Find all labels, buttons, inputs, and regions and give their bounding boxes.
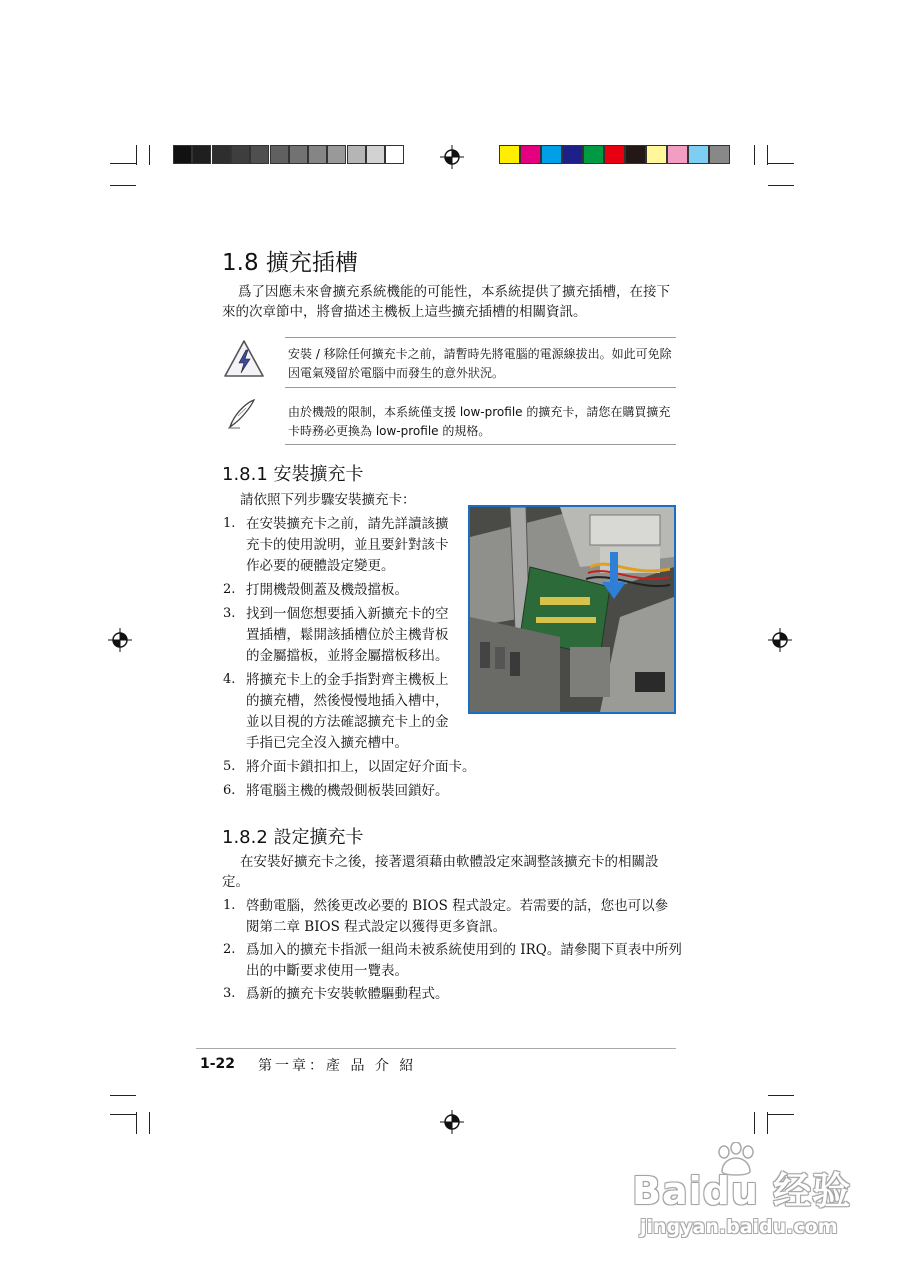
crop-mark [149,1112,150,1134]
page-number: 1-22 [200,1056,236,1072]
install-step-text: 打開機殼側蓋及機殼擋板。 [246,582,408,598]
install-step-text: 並以目視的方法確認擴充卡上的金 [246,714,449,730]
registration-mark-icon [440,145,464,169]
crop-mark [768,185,794,186]
install-step-number: 4. [223,672,236,687]
crop-mark [110,1114,136,1115]
warning-line-1: 安裝 / 移除任何擴充卡之前，請暫時先將電腦的電源線拔出。如此可免除 [288,347,672,361]
color-swatch [499,145,520,164]
warning-bottom-rule [285,387,676,388]
registration-mark-icon [108,628,132,652]
intro-line-2: 來的次章節中，將會描述主機板上這些擴充插槽的相關資訊。 [222,304,587,320]
install-step-number: 6. [223,783,236,798]
configure-lead-line-1: 在安裝好擴充卡之後，接著還須藉由軟體設定來調整該擴充卡的相關設 [240,854,659,870]
install-step-number: 1. [223,516,236,531]
color-swatch [604,145,625,164]
section-heading-install: 1.8.1 安裝擴充卡 [222,464,364,485]
registration-mark-icon [440,1110,464,1134]
gray-swatch [173,145,192,164]
note-pen-icon [224,396,260,432]
gray-swatch [327,145,346,164]
install-step-text: 在安裝擴充卡之前，請先詳讀該擴 [246,516,449,532]
install-lead: 請依照下列步驟安裝擴充卡： [240,492,416,508]
crop-mark [149,145,150,165]
note-line-1: 由於機殼的限制，本系統僅支援 low-profile 的擴充卡，請您在購買擴充 [288,405,671,419]
install-step-text: 置插槽，鬆開該插槽位於主機背板 [246,627,449,643]
crop-mark [768,163,794,164]
install-step-text: 將擴充卡上的金手指對齊主機板上 [246,672,449,688]
footer-rule [196,1048,676,1049]
configure-step-number: 1. [223,898,236,913]
install-step-text: 作必要的硬體設定變更。 [246,558,395,574]
note-bottom-rule [285,444,676,445]
crop-mark [110,1095,136,1096]
configure-step-text: 爲新的擴充卡安裝軟體驅動程式。 [246,986,449,1002]
gray-swatch [289,145,308,164]
gray-swatch [231,145,250,164]
color-swatch [541,145,562,164]
crop-mark [754,1112,755,1134]
expansion-card-install-photo [468,505,676,714]
warning-top-rule [285,337,676,338]
crop-mark [136,1112,137,1134]
section-heading-configure: 1.8.2 設定擴充卡 [222,827,364,848]
install-step-text: 找到一個您想要插入新擴充卡的空 [246,606,449,622]
gray-swatch [192,145,211,164]
watermark-url: jingyan.baidu.com [640,1216,838,1238]
color-swatch [667,145,688,164]
install-step-number: 3. [223,606,236,621]
install-step-number: 5. [223,759,236,774]
page-title: 1.8 擴充插槽 [222,250,358,276]
configure-step-number: 3. [223,986,236,1001]
crop-mark [110,163,136,164]
color-swatch [562,145,583,164]
gray-swatch [212,145,231,164]
crop-mark [767,145,768,165]
gray-swatch [270,145,289,164]
configure-lead-line-2: 定。 [222,874,249,890]
intro-line-1: 爲了因應未來會擴充系統機能的可能性，本系統提供了擴充插槽，在接下 [238,284,670,300]
gray-swatch [347,145,366,164]
install-step-text: 將介面卡鎖扣扣上，以固定好介面卡。 [246,759,476,775]
install-step-text: 手指已完全沒入擴充槽中。 [246,735,408,751]
color-swatch [646,145,667,164]
install-step-text: 的擴充槽，然後慢慢地插入槽中， [246,693,449,709]
gray-swatch [250,145,269,164]
color-swatch [709,145,730,164]
note-line-2: 卡時務必更換為 low-profile 的規格。 [288,424,491,438]
warning-lightning-icon [222,338,266,380]
color-swatch [688,145,709,164]
color-swatch [583,145,604,164]
gray-swatch [366,145,385,164]
crop-mark [110,185,136,186]
warning-line-2: 因電氣殘留於電腦中而發生的意外狀況。 [288,366,505,380]
configure-step-number: 2. [223,942,236,957]
crop-mark [768,1095,794,1096]
crop-mark [768,1114,794,1115]
gray-swatch [308,145,327,164]
configure-step-text: 出的中斷要求使用一覽表。 [246,963,408,979]
configure-step-text: 閱第二章 BIOS 程式設定以獲得更多資訊。 [246,919,507,935]
configure-step-text: 啓動電腦，然後更改必要的 BIOS 程式設定。若需要的話，您也可以參 [246,898,669,914]
registration-mark-icon [768,628,792,652]
watermark-brand: Baidu 经验 [632,1169,852,1213]
gray-swatch [385,145,404,164]
install-step-text: 的金屬擋板，並將金屬擋板移出。 [246,648,449,664]
color-swatch [520,145,541,164]
configure-step-text: 爲加入的擴充卡指派一組尚未被系統使用到的 IRQ。請參閱下頁表中所列 [246,942,682,958]
install-step-number: 2. [223,582,236,597]
install-step-text: 充卡的使用說明，並且要針對該卡 [246,537,449,553]
chapter-title: 第一章：產 品 介 紹 [258,1058,417,1074]
crop-mark [754,145,755,165]
color-swatch [625,145,646,164]
crop-mark [767,1112,768,1134]
install-step-text: 將電腦主機的機殼側板裝回鎖好。 [246,783,449,799]
crop-mark [136,145,137,165]
